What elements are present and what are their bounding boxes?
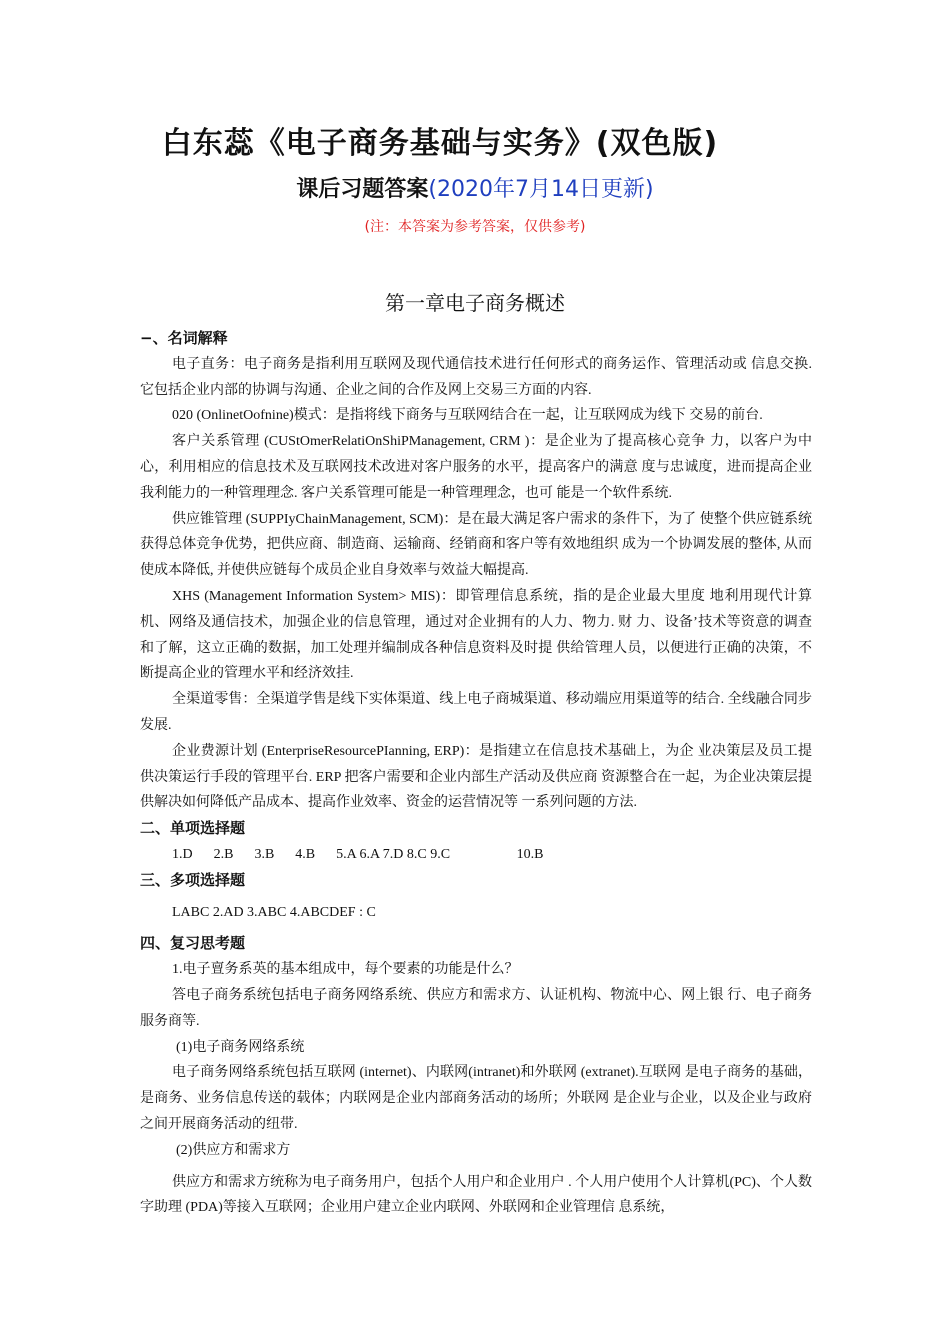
section-heading-single-choice: 二、单项选择题 bbox=[140, 819, 246, 838]
chapter-title: 第一章电子商务概述 bbox=[385, 291, 565, 315]
review-question: 1.电子亶务系英的基本组成中，每个要素的功能是什么？ bbox=[172, 962, 519, 978]
section-heading-terms: −、名词解释 bbox=[140, 329, 228, 347]
document-subtitle bbox=[0, 172, 950, 203]
section-heading-multiple-choice: 三、多项选择题 bbox=[140, 870, 246, 889]
disclaimer-note: (注：本答案为参考答案，仅供参考) bbox=[364, 219, 586, 235]
term-paragraph: 020 (OnlinetOofnine)模式：是指将线下商务与互联网结合在一起，让互联网成为线下 交易的前台. bbox=[172, 408, 763, 424]
multiple-choice-answers: LABC 2.AD 3.ABC 4.ABCDEF : C bbox=[172, 904, 376, 920]
section-heading-review: 四、复习思考题 bbox=[140, 934, 246, 953]
subsection-text: 电子商务网络系统包括互联网 (internet)、内联网(intranet)和外联网 (extranet).互联网 是电子商务的基础，是商务、业务信息传送的载体；内联网是企业内部商务活动的场所；外联网 是企业与企业，以及企业与政府之间开展商务活动的纽带. bbox=[140, 1065, 812, 1132]
document-title: 白东蕊《电子商务基础与实务》(双色版) bbox=[161, 126, 719, 161]
subsection-title: (1)电子商务网络系统 bbox=[176, 1039, 305, 1055]
term-paragraph: 全渠道零售：全渠道学售是线下实体渠道、线上电子商城渠道、移动端应用渠道等的结合. 全线融合同步发展. bbox=[140, 692, 812, 733]
subsection-title: (2)供应方和需求方 bbox=[176, 1142, 291, 1158]
single-choice-answers: 1.D 2.B 3.B 4.B 5.A 6.A 7.D 8.C 9.C 10.B bbox=[172, 846, 544, 862]
subsection-text: 供应方和需求方统称为电子商务用户，包括个人用户和企业用户 . 个人用户使用个人计算机(PC)、个人数字助理 (PDA)等接入互联网；企业用户建立企业内联网、外联网和企业管理信 息系统， bbox=[140, 1174, 812, 1216]
review-answer-intro: 答电子商务系统包括电子商务网络系统、供应方和需求方、认证机构、物流中心、网上银 行、电子商务服务商等. bbox=[140, 987, 812, 1029]
term-paragraph: XHS (Management Information System> MIS)：即管理信息系统，指的是企业最大里度 地利用现代计算机、网络及通信技术，加强企业的信息管理，通过对企业拥有的人力、物力. 财 力、设备’技术等资意的调查和了解，这立正确的数据，加工处理并编制成各种信息资料及时提 供给管理人员，以便进行正确的决策，不断提高企业的管理水平和经济效挂. bbox=[140, 588, 812, 682]
term-paragraph: 企业费源计划 (EnterpriseResourcePIanning, ERP)：是指建立在信息技术基础上，为企 业决策层及员工提供决策运行手段的管理平台. ERP 把客户需要和企业内部生产活动及供应商 资源整合在一起，为企业决策层提供解决如何降低产品成本、提高作业效率、资金的运营情况等 一系列问题的方法. bbox=[140, 743, 812, 811]
term-paragraph: 客户关系管理 (CUStOmerRelatiOnShiPManagement, CRM )：是企业为了提高核心竞争 力，以客户为中心，利用相应的信息技术及互联网技术改进对客户服务的水平，提高客户的满意 度与忠诚度，进而提高企业我利能力的一种管理理念. 客户关系管理可能是一种管理理念，也可 能是一个软件系统. bbox=[140, 434, 812, 501]
term-paragraph: 供应锥管理 (SUPPIyChainManagement, SCM)：是在最大满足客户需求的条件下，为了 使整个供应链系统获得总体竞争优势，把供应商、制造商、运输商、经销商和客户等有效地组织 成为一个协调发展的整体, 从而使成本降低, 并使供应链每个成员企业自身效率与效益大幅提高. bbox=[140, 511, 812, 579]
term-paragraph: 电子直务：电子商务是指利用互联网及现代通信技术进行任何形式的商务运作、管理活动或 信息交换. 它包括企业内部的协调与沟通、企业之间的合作及网上交易三方面的内容. bbox=[140, 356, 812, 398]
subtitle-main: 课后习题答案 bbox=[296, 177, 429, 202]
subtitle-date: (2020年7月14日更新) bbox=[428, 177, 654, 202]
document-body bbox=[140, 326, 812, 1221]
